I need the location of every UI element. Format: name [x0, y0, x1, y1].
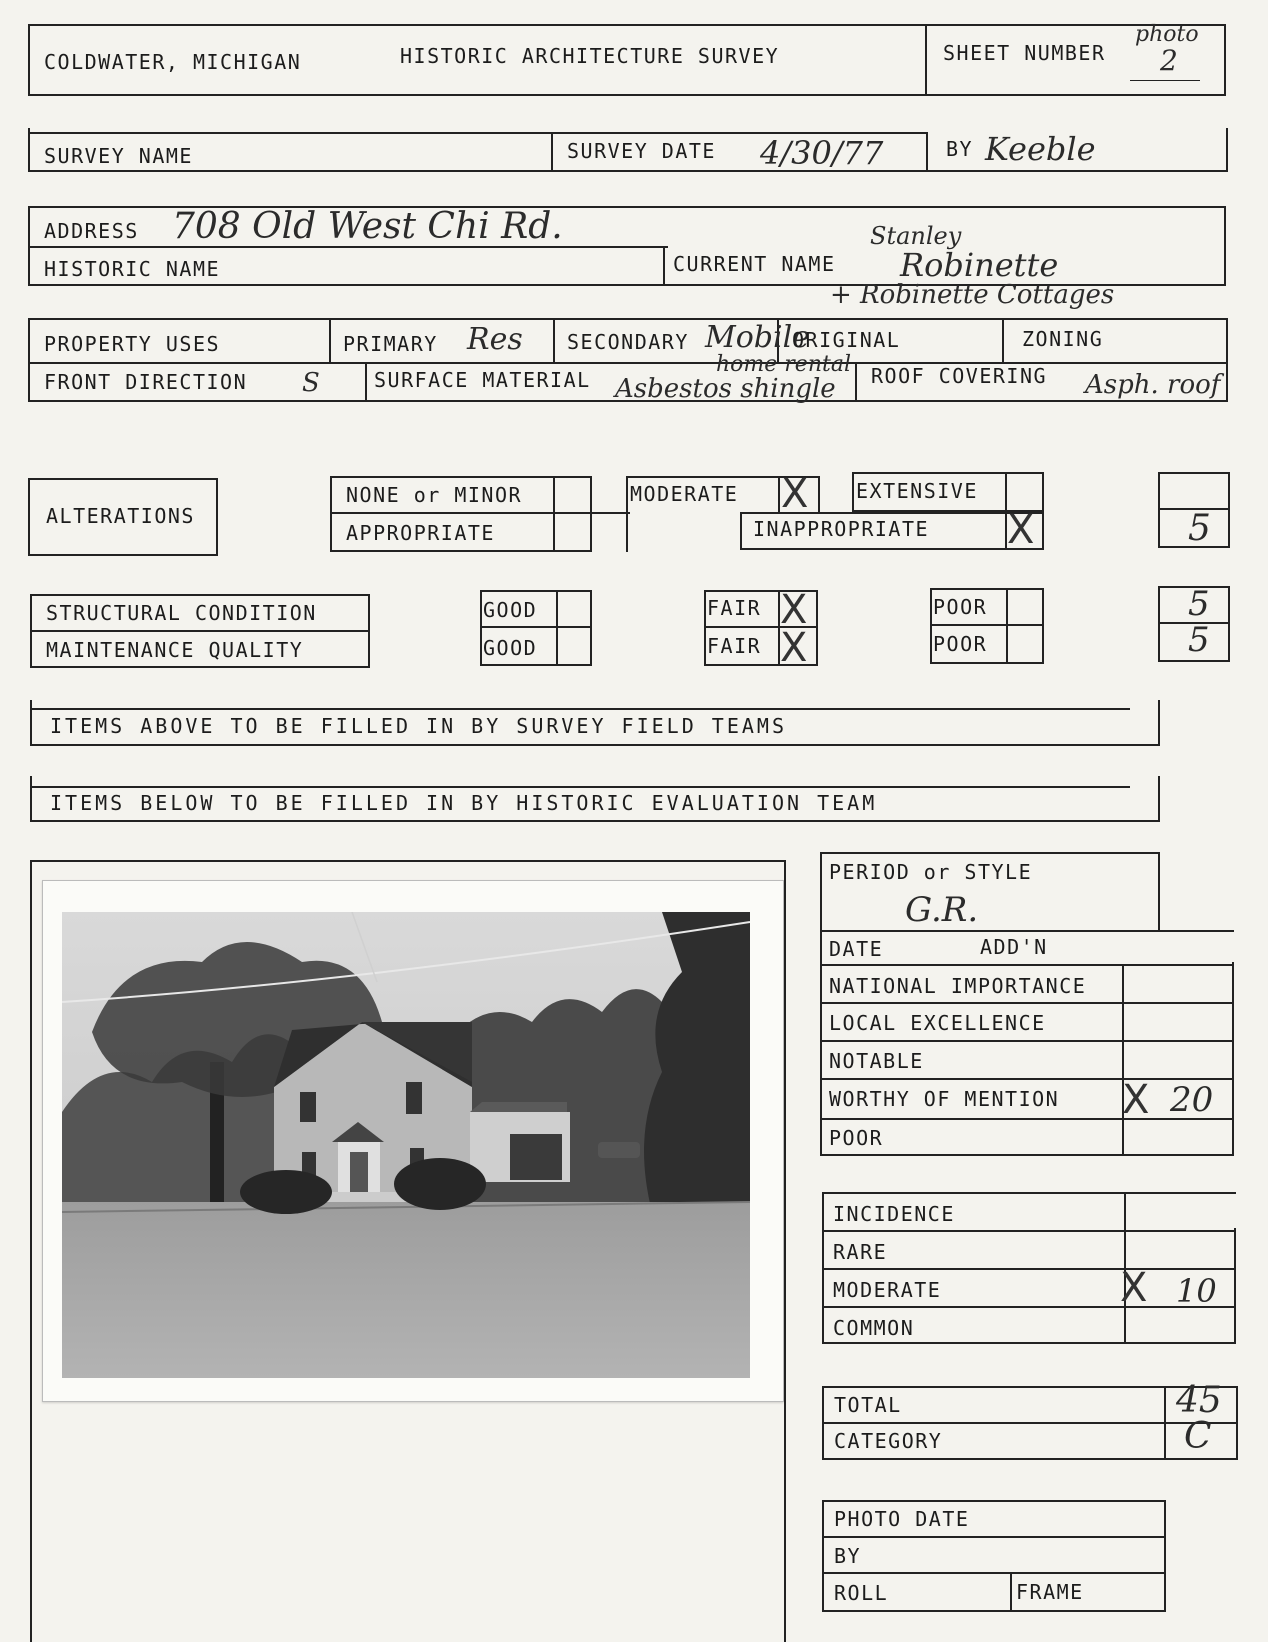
inappropriate-mark: X	[1007, 507, 1035, 553]
evaluation-right	[1232, 962, 1234, 1156]
alterations-score: 5	[1188, 508, 1211, 549]
sheet-number-underline	[1130, 80, 1200, 81]
city-label: COLDWATER, MICHIGAN	[44, 50, 302, 74]
survey-date-value: 4/30/77	[760, 134, 884, 172]
structural-poor-label: POOR	[933, 595, 988, 619]
sheet-number-value: 2	[1160, 44, 1178, 77]
incidence-moderate-label: MODERATE	[833, 1278, 942, 1302]
photo-date-label: PHOTO DATE	[834, 1507, 970, 1531]
total-label: TOTAL	[834, 1393, 902, 1417]
maintenance-good-label: GOOD	[483, 636, 538, 660]
worthy-of-mention-label: WORTHY OF MENTION	[829, 1087, 1060, 1111]
frame-label: FRAME	[1016, 1580, 1084, 1604]
totals-divider	[822, 1422, 1238, 1424]
incidence-moderate-mark: X	[1120, 1265, 1148, 1311]
good-check-div	[556, 590, 558, 666]
incidence-line-3	[822, 1306, 1236, 1308]
property-uses-label: PROPERTY USES	[44, 332, 221, 356]
appropriate-label: APPROPRIATE	[346, 521, 495, 545]
photo-info-line-2	[822, 1572, 1166, 1574]
incidence-line-2	[822, 1268, 1236, 1270]
eval-row-line-1	[820, 964, 1234, 966]
current-name-line2: Robinette	[900, 246, 1059, 284]
sheet-photo-note: photo	[1135, 22, 1199, 47]
form-title: HISTORIC ARCHITECTURE SURVEY	[400, 44, 780, 68]
photo-by-label: BY	[834, 1544, 862, 1568]
moderate-check-div	[778, 476, 780, 512]
totals-value-div	[1164, 1386, 1166, 1460]
property-div-original	[1002, 318, 1004, 362]
incidence-right	[1234, 1228, 1236, 1344]
property-div-uses	[329, 318, 331, 362]
zoning-label: ZONING	[1022, 327, 1104, 351]
rare-label: RARE	[833, 1240, 888, 1264]
alterations-label: ALTERATIONS	[46, 504, 195, 528]
incidence-line-1	[822, 1230, 1236, 1232]
maintenance-fair-mark: X	[780, 625, 808, 671]
below-note-top	[30, 786, 1130, 788]
survey-by-value: Keeble	[985, 130, 1096, 168]
photo-info-line-1	[822, 1536, 1166, 1538]
property-divider	[28, 362, 1228, 364]
category-label: CATEGORY	[834, 1429, 943, 1453]
eval-row-line-3	[820, 1040, 1234, 1042]
secondary-value-line1: Mobile	[705, 320, 810, 355]
maintenance-poor-label: POOR	[933, 632, 988, 656]
extensive-label: EXTENSIVE	[856, 479, 978, 503]
roof-value: Asph. roof	[1085, 370, 1221, 400]
original-label: ORIGINAL	[792, 328, 901, 352]
maintenance-score: 5	[1188, 620, 1210, 660]
maintenance-fair-label: FAIR	[707, 634, 762, 658]
property-div-primary	[553, 318, 555, 362]
front-direction-value: S	[302, 368, 320, 398]
extensive-check-div	[1005, 472, 1007, 512]
none-minor-divider	[330, 512, 630, 514]
photo-info-frame-div	[1010, 1572, 1012, 1612]
current-name-label: CURRENT NAME	[673, 252, 836, 276]
primary-label: PRIMARY	[343, 332, 438, 356]
national-importance-label: NATIONAL IMPORTANCE	[829, 974, 1087, 998]
house-photo-image	[62, 912, 750, 1378]
primary-value: Res	[467, 322, 523, 357]
good-divider	[480, 626, 592, 628]
structural-fair-mark: X	[780, 587, 808, 633]
moderate-left-down	[626, 512, 628, 552]
roll-label: ROLL	[834, 1581, 889, 1605]
roof-label: ROOF COVERING	[871, 364, 1048, 388]
condition-label-divider	[30, 630, 370, 632]
current-name-line1: Stanley	[870, 222, 962, 250]
secondary-label: SECONDARY	[567, 330, 689, 354]
poor-divider	[930, 624, 1044, 626]
address-label: ADDRESS	[44, 219, 139, 243]
structural-good-label: GOOD	[483, 598, 538, 622]
poor-check-div	[1006, 588, 1008, 664]
worthy-score: 20	[1170, 1080, 1214, 1120]
eval-row-line-2	[820, 1002, 1234, 1004]
total-value: 45	[1176, 1380, 1222, 1421]
above-note: ITEMS ABOVE TO BE FILLED IN BY SURVEY FIELD TEAMS	[50, 714, 788, 738]
none-minor-label: NONE or MINOR	[346, 483, 523, 507]
common-label: COMMON	[833, 1316, 915, 1340]
survey-name-label: SURVEY NAME	[44, 144, 193, 168]
structural-fair-label: FAIR	[707, 596, 762, 620]
survey-row-div2	[926, 132, 928, 170]
survey-date-label: SURVEY DATE	[567, 139, 716, 163]
property-div-surface	[855, 362, 857, 400]
poor-label: POOR	[829, 1126, 884, 1150]
incidence-moderate-score: 10	[1176, 1272, 1217, 1310]
worthy-mark: X	[1122, 1077, 1150, 1123]
eval-check-div	[1122, 964, 1124, 1156]
surface-value: Asbestos shingle	[615, 374, 836, 404]
survey-row-div1	[551, 132, 553, 170]
historic-name-label: HISTORIC NAME	[44, 257, 221, 281]
address-value: 708 Old West Chi Rd.	[172, 206, 563, 247]
none-minor-check-div	[553, 476, 555, 552]
notable-label: NOTABLE	[829, 1049, 924, 1073]
survey-by-label: BY	[946, 137, 974, 161]
addn-label: ADD'N	[980, 935, 1048, 959]
local-excellence-label: LOCAL EXCELLENCE	[829, 1011, 1046, 1035]
above-note-top	[30, 708, 1130, 710]
structural-condition-label: STRUCTURAL CONDITION	[46, 601, 317, 625]
period-style-label: PERIOD or STYLE	[829, 860, 1033, 884]
current-name-line3: + Robinette Cottages	[830, 280, 1115, 310]
inappropriate-label: INAPPROPRIATE	[753, 517, 930, 541]
incidence-label: INCIDENCE	[833, 1202, 955, 1226]
house-photograph	[62, 912, 750, 1378]
structural-score: 5	[1188, 584, 1210, 624]
header-divider	[925, 24, 927, 94]
survey-row-right	[1226, 128, 1228, 172]
maintenance-quality-label: MAINTENANCE QUALITY	[46, 638, 304, 662]
date-label: DATE	[829, 937, 884, 961]
secondary-value-line2: home rental	[716, 352, 851, 377]
property-div-front	[365, 362, 367, 400]
below-note: ITEMS BELOW TO BE FILLED IN BY HISTORIC EVALUATION TEAM	[50, 791, 878, 815]
category-value: C	[1184, 1416, 1212, 1457]
surface-label: SURFACE MATERIAL	[374, 368, 591, 392]
moderate-mark: X	[781, 471, 809, 517]
sheet-number-label: SHEET NUMBER	[943, 41, 1106, 65]
moderate-label: MODERATE	[630, 482, 739, 506]
period-style-value: G.R.	[905, 890, 979, 930]
front-direction-label: FRONT DIRECTION	[44, 370, 248, 394]
current-name-divider	[663, 246, 665, 284]
